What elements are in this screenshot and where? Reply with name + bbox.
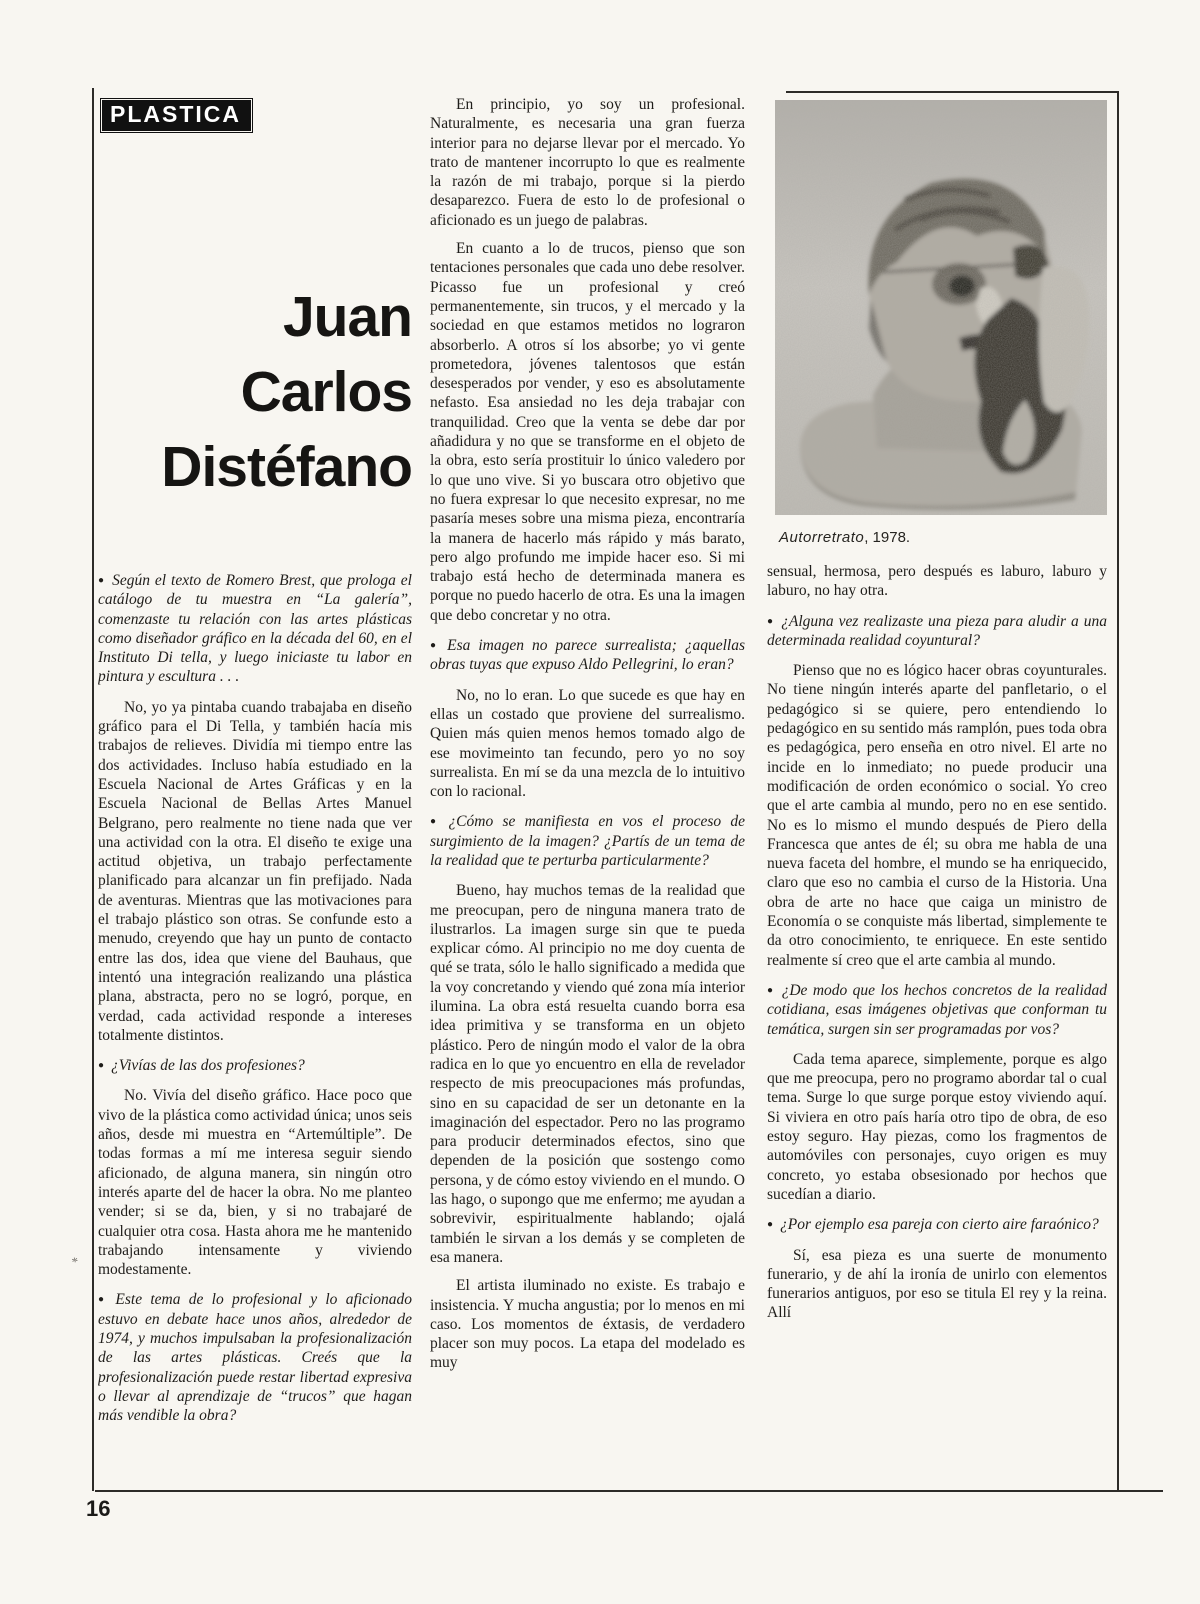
bullet-icon: ● <box>98 1294 109 1306</box>
interview-answer: No, no lo eran. Lo que sucede es que hay en ellas un costado que proviene del surrealismo. Quien más quien menos hemos tomado algo de ese movimeinto tan fecundo, pero yo no soy surrealista. En mí se da una mezcla de lo intuitivo con lo racional. <box>430 686 745 801</box>
interview-question <box>430 812 745 870</box>
bullet-icon: ● <box>98 575 106 586</box>
right-page-rule <box>1117 91 1119 1491</box>
interview-answer: En cuanto a lo de trucos, pienso que son tentaciones personales que cada uno debe resolver. Picasso fue un profesional y creó permanentemente, sin trucos, y el mercado y la sociedad en que estamos metidos no lograron absorberlo. A otros sí los absorbe; yo vi gente prometedora, jóvenes talentosos que están desesperados por vender, y eso es absolutamente nefasto. Esa ansiedad no les deja trabajar con tranquilidad. Creo que la venta se debe dar por añadidura y no que se transforme en el objeto de la obra, esto sería prostituir lo único valedero por lo que uno vive. Si yo buscara otro objetivo que no fuera expresar lo que necesito expresar, no me pasaría meses sobre una misma pieza, encontraría la manera de hacerlo más rápido y más barato, pero algo profundo me impide hacer eso. Si mi trabajo está hecho de determinada manera es porque no puedo hacerlo de otra. Es una la imagen que debo concretar y no otra. <box>430 240 745 624</box>
interview-question <box>767 1215 1107 1234</box>
sculpture-photo <box>775 100 1107 515</box>
text-column-3 <box>767 562 1107 1490</box>
question-text: ¿Por ejemplo esa pareja con cierto aire faraónico? <box>780 1216 1099 1234</box>
title-line-2: Carlos <box>240 360 412 424</box>
page-number: 16 <box>86 1496 111 1521</box>
interview-question <box>767 981 1107 1039</box>
interview-answer: Bueno, hay muchos temas de la realidad que me preocupan, pero de ninguna manera trato de ilustrarlos. La imagen surge sin que te pueda explicar cómo. Al principio no me doy cuenta de qué se trata, sólo le hallo significado a medida que la voy concretando y viendo qué zona mía interior ilumina. La obra está resuelta cuando borra esa idea primitiva y se transforma en un objeto plástico. Pero de ningún modo el valor de la obra radica en lo que yo encuentro en ella de revelador respecto de mis preocupaciones más profundas, sino en su capacidad de ser un detonante en la imaginación del espectador. Pero no las programo para producir determinados efectos, sino que dependen de la posición que sostengo como persona, y de cómo estoy viviendo en el mundo. O las hago, o supongo que me enfermo; me ayudan a sobrevivir, espiritualmente hablando; ojalá también le sirvan a los demás y se completen de esa manera. <box>430 882 745 1266</box>
interview-question <box>98 571 412 687</box>
bullet-icon: ● <box>430 640 441 652</box>
question-text: Según el texto de Romero Brest, que prologa el catálogo de tu muestra en “La galería”, comenzaste tu relación con las artes plásticas como diseñador gráfico en la década del 60, en el Instituto Di tella, y luego iniciaste tu labor en pintura y escultura . . . <box>98 572 412 686</box>
question-text: Esa imagen no parece surrealista; ¿aquellas obras tuyas que expuso Aldo Pellegrini, lo eran? <box>430 637 745 674</box>
title-line-1: Juan <box>282 285 412 349</box>
interview-answer: En principio, yo soy un profesional. Naturalmente, es necesaria una gran fuerza interior para no dejarse llevar por el mercado. Yo trato de mantener incorrupto lo que es realmente la razón de mi trabajo, porque si la pierdo desaparezco. Fuera de esto lo de profesional o aficionado es un juego de palabras. <box>430 96 745 229</box>
bust-photo-illustration <box>775 100 1107 515</box>
interview-answer: Sí, esa pieza es una suerte de monumento funerario, y de ahí la ironía de unirlo con elementos funerarios antiguos, por eso se titula El rey y la reina. Allí <box>767 1246 1107 1322</box>
interview-answer: Pienso que no es lógico hacer obras coyunturales. No tiene ningún interés aparte del panfletario, o el pedagógico si se quiere, pero entendiendo lo pedagógico en su sentido más ramplón, pues toda obra es pedagógica, pero enseña en otro nivel. El arte no incide en lo inmediato; no puede producir una modificación de orden económico o social. Yo creo que el arte cambia al mundo, pero no en ese sentido. No es lo mismo el mundo después de Piero della Francesca que antes de él; su obra me habla de una nueva faceta del hombre, el mundo se ha enriquecido, claro que eso no cambia el curso de la Historia. Una obra de arte no hace que caiga un ministro de Economía o se conquiste más libertad, simplemente te da otro conocimiento, te enriquece. En este sentido realmente sí creo que el arte cambia al mundo. <box>767 662 1107 969</box>
bullet-icon: ● <box>767 1219 774 1231</box>
interview-question <box>767 612 1107 651</box>
title-line-3: Distéfano <box>161 435 412 499</box>
margin-mark: * <box>70 1253 80 1270</box>
section-badge: PLASTICA <box>100 98 253 133</box>
interview-answer: Cada tema aparece, simplemente, porque es algo que me preocupa, pero no programo abordar tal o cual tema. Surge lo que surge porque estoy viviendo aquí. Si viviera en otro país haría otro tipo de obra, de eso estoy seguro. Hay piezas, como los fragmentos de automóviles con personajes, cuyo origen es muy concreto, yo estaba obsesionado por hechos que sucedían a diario. <box>767 1050 1107 1203</box>
bullet-icon: ● <box>767 984 775 996</box>
question-text: ¿Vivías de las dos profesiones? <box>111 1057 305 1075</box>
left-page-rule <box>92 88 94 1491</box>
text-column-1 <box>98 560 412 1490</box>
interview-question <box>98 1056 412 1075</box>
photo-caption-year: , 1978. <box>864 529 911 546</box>
question-text: Este tema de lo profesional y lo aficionado estuvo en debate hace unos años, alrededor de 1974, y muchos impulsaban la profesionalización de las artes plásticas. Creés que la profesionalización puede restar libertad expresiva o llevar al aprendizaje de “trucos” que hagan más vendible la obra? <box>98 1291 412 1425</box>
page-title <box>96 280 412 505</box>
question-text: ¿De modo que los hechos concretos de la realidad cotidiana, esas imágenes objetivas que conforman tu temática, surgen sin ser programadas por vos? <box>767 981 1107 1038</box>
photo-top-rule <box>786 91 1119 93</box>
bullet-icon: ● <box>767 615 775 627</box>
question-text: ¿Alguna vez realizaste una pieza para aludir a una determinada realidad coyuntural? <box>767 612 1107 649</box>
bullet-icon: ● <box>430 816 442 828</box>
interview-answer: No, yo ya pintaba cuando trabajaba en diseño gráfico para el Di Tella, y también hacía mis trabajos de relieves. Dividía mi tiempo entre las dos actividades. Incluso había estudiado en la Escuela Nacional de Artes Gráficas y en la Escuela Nacional de Bellas Artes Manuel Belgrano, pero realmente no tiene nada que ver una actividad con la otra. El diseño te exige una actitud objetiva, un trabajo perfectamente planificado para alcanzar un fin prefijado. Nada de aventuras. Mientras que las motivaciones para el trabajo plástico son otras. Se confunde esto a menudo, creyendo que hay un punto de contacto entre las dos, idea que viene del Bauhaus, que intentó una integración realizando una plástica plana, abstracta, pero no se logró, porque, en verdad, cada actividad responde a intereses totalmente distintos. <box>98 698 412 1044</box>
text-column-2 <box>430 95 745 1490</box>
interview-question <box>98 1290 412 1425</box>
bullet-icon: ● <box>98 1060 105 1072</box>
interview-question <box>430 636 745 675</box>
interview-answer: No. Vivía del diseño gráfico. Hace poco que vivo de la plástica como actividad única; unos seis años, desde mi muestra en “Artemúltiple”. De todas formas a mí me interesa seguir siendo aficionado, de alguna manera, sin ningún otro interés aparte del de hacer la obra. No me planteo vender; si se da, bien, y si no trabajaré de cualquier otra cosa. Hasta ahora me he mantenido trabajando intensamente y viviendo modestamente. <box>98 1087 412 1279</box>
question-text: ¿Cómo se manifiesta en vos el proceso de surgimiento de la imagen? ¿Partís de un tema de la realidad que te perturba particularmente? <box>430 813 745 869</box>
photo-caption-title: Autorretrato <box>779 529 865 546</box>
interview-answer: sensual, hermosa, pero después es laburo, laburo y laburo, no hay otra. <box>767 563 1107 600</box>
interview-answer: El artista iluminado no existe. Es trabajo e insistencia. Y mucha angustia; por lo menos en mi caso. Los momentos de éxtasis, de verdadero placer son muy pocos. La etapa del modelado es muy <box>430 1277 745 1372</box>
photo-caption <box>779 529 1109 546</box>
bottom-page-rule <box>95 1490 1163 1492</box>
